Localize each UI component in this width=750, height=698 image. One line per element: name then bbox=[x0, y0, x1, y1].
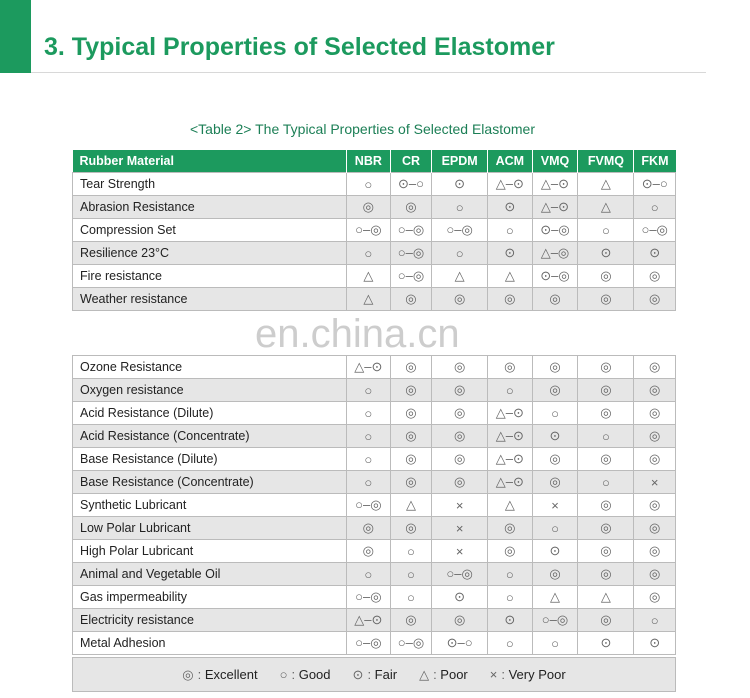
property-name: Compression Set bbox=[73, 219, 347, 242]
rating-cell: ◎ bbox=[432, 425, 488, 448]
table-row bbox=[73, 356, 676, 379]
table-row bbox=[73, 563, 676, 586]
section-accent-bar bbox=[0, 0, 31, 73]
rating-cell: ⊙ bbox=[432, 173, 488, 196]
legend-symbol: × bbox=[489, 667, 498, 682]
rating-cell: ○ bbox=[432, 196, 488, 219]
rating-cell: ○ bbox=[346, 379, 390, 402]
table-row bbox=[73, 219, 676, 242]
rating-cell: ◎ bbox=[532, 356, 578, 379]
legend-symbol: △ bbox=[419, 666, 430, 682]
property-name: Base Resistance (Concentrate) bbox=[73, 471, 347, 494]
rating-cell: ◎ bbox=[390, 196, 431, 219]
rating-cell: ⊙–◎ bbox=[532, 265, 578, 288]
rating-cell: ◎ bbox=[634, 563, 676, 586]
legend-item bbox=[280, 667, 331, 682]
table-caption: <Table 2> The Typical Properties of Selected Elastomer bbox=[189, 121, 535, 137]
rating-cell: ◎ bbox=[532, 379, 578, 402]
rating-cell: ◎ bbox=[390, 402, 431, 425]
rating-cell: ⊙ bbox=[578, 242, 634, 265]
rating-cell: ◎ bbox=[432, 288, 488, 311]
property-name: Tear Strength bbox=[73, 173, 347, 196]
rating-cell: △–⊙ bbox=[488, 425, 532, 448]
rating-cell: △ bbox=[578, 173, 634, 196]
rating-cell: ◎ bbox=[432, 609, 488, 632]
property-name: Acid Resistance (Dilute) bbox=[73, 402, 347, 425]
rating-cell: ○ bbox=[346, 242, 390, 265]
rating-cell: ○–◎ bbox=[390, 242, 431, 265]
rating-cell: ○ bbox=[578, 425, 634, 448]
rating-cell: ⊙ bbox=[532, 540, 578, 563]
rating-cell: ◎ bbox=[390, 517, 431, 540]
rating-cell: ◎ bbox=[634, 448, 676, 471]
legend-colon: : bbox=[367, 666, 375, 682]
rating-cell: ○ bbox=[346, 402, 390, 425]
property-name: Weather resistance bbox=[73, 288, 347, 311]
table-row bbox=[73, 402, 676, 425]
legend-symbol: ○ bbox=[279, 667, 288, 682]
rating-cell: △–⊙ bbox=[346, 609, 390, 632]
legend-label: Fair bbox=[374, 666, 398, 682]
rating-cell: ◎ bbox=[488, 356, 532, 379]
rating-cell: ○–◎ bbox=[346, 586, 390, 609]
rating-cell: ○ bbox=[346, 173, 390, 196]
rating-cell: ◎ bbox=[634, 265, 676, 288]
property-name: Base Resistance (Dilute) bbox=[73, 448, 347, 471]
rating-cell: ◎ bbox=[390, 448, 431, 471]
rating-cell: ⊙–○ bbox=[390, 173, 431, 196]
rating-cell: △–⊙ bbox=[488, 173, 532, 196]
rating-cell: △–⊙ bbox=[532, 173, 578, 196]
rating-cell: △ bbox=[532, 586, 578, 609]
rating-cell: ○ bbox=[346, 563, 390, 586]
legend-item bbox=[419, 667, 468, 683]
table-row bbox=[73, 379, 676, 402]
rating-cell: ◎ bbox=[432, 356, 488, 379]
rating-cell: ○ bbox=[578, 219, 634, 242]
rating-cell: ◎ bbox=[634, 425, 676, 448]
legend-colon: : bbox=[433, 666, 441, 682]
rating-cell: ◎ bbox=[578, 517, 634, 540]
legend-label: Poor bbox=[440, 666, 468, 682]
table-row bbox=[73, 471, 676, 494]
legend-colon: : bbox=[501, 667, 509, 682]
rating-cell: ◎ bbox=[432, 471, 488, 494]
legend-item bbox=[490, 667, 566, 682]
rating-cell: ⊙ bbox=[578, 632, 634, 655]
rating-cell: △ bbox=[432, 265, 488, 288]
page-title: 3. Typical Properties of Selected Elastomer bbox=[44, 33, 555, 61]
rating-cell: ○ bbox=[488, 219, 532, 242]
legend-label: Excellent bbox=[204, 666, 258, 682]
rating-cell: ◎ bbox=[634, 356, 676, 379]
rating-cell: ◎ bbox=[634, 402, 676, 425]
rating-cell: ○ bbox=[532, 402, 578, 425]
table-row bbox=[73, 288, 676, 311]
legend-item bbox=[353, 667, 398, 683]
rating-cell: ○ bbox=[634, 609, 676, 632]
rating-cell: ○ bbox=[346, 471, 390, 494]
column-header: FKM bbox=[634, 150, 676, 173]
column-header: CR bbox=[390, 150, 431, 173]
rating-cell: ◎ bbox=[488, 517, 532, 540]
rating-cell: △ bbox=[578, 586, 634, 609]
legend-symbol: ◎ bbox=[182, 666, 194, 682]
rating-cell: × bbox=[532, 494, 578, 517]
rating-cell: ◎ bbox=[634, 586, 676, 609]
rating-cell: ○ bbox=[432, 242, 488, 265]
rating-cell: ○–◎ bbox=[432, 219, 488, 242]
rating-cell: ○ bbox=[532, 632, 578, 655]
rating-cell: ◎ bbox=[578, 494, 634, 517]
rating-cell: ○–◎ bbox=[346, 494, 390, 517]
table-row bbox=[73, 632, 676, 655]
rating-cell: ⊙ bbox=[634, 632, 676, 655]
properties-table bbox=[72, 150, 676, 655]
rating-cell: × bbox=[432, 517, 488, 540]
rating-cell: × bbox=[432, 494, 488, 517]
table-row bbox=[73, 173, 676, 196]
legend-symbol: ⊙ bbox=[352, 666, 364, 682]
rating-cell: ○ bbox=[488, 379, 532, 402]
column-header: ACM bbox=[488, 150, 532, 173]
rating-cell: ○ bbox=[346, 448, 390, 471]
rating-cell: △–◎ bbox=[532, 242, 578, 265]
property-name: Metal Adhesion bbox=[73, 632, 347, 655]
rating-cell: ◎ bbox=[634, 517, 676, 540]
rating-cell: ⊙ bbox=[432, 586, 488, 609]
rating-cell: △–⊙ bbox=[346, 356, 390, 379]
property-name: Synthetic Lubricant bbox=[73, 494, 347, 517]
column-header: VMQ bbox=[532, 150, 578, 173]
rating-cell: ◎ bbox=[634, 494, 676, 517]
rating-cell: ◎ bbox=[432, 379, 488, 402]
rating-cell: ○ bbox=[488, 563, 532, 586]
rating-cell: △ bbox=[346, 288, 390, 311]
column-header: NBR bbox=[346, 150, 390, 173]
rating-cell: ○ bbox=[488, 586, 532, 609]
rating-cell: ◎ bbox=[532, 288, 578, 311]
rating-cell: ○–◎ bbox=[634, 219, 676, 242]
rating-cell: ◎ bbox=[346, 517, 390, 540]
rating-cell: ◎ bbox=[578, 379, 634, 402]
table-row bbox=[73, 196, 676, 219]
rating-cell: ◎ bbox=[390, 425, 431, 448]
column-header: Rubber Material bbox=[73, 150, 347, 173]
table-row bbox=[73, 448, 676, 471]
rating-cell: △–⊙ bbox=[532, 196, 578, 219]
rating-cell: ⊙ bbox=[532, 425, 578, 448]
rating-cell: ○ bbox=[488, 632, 532, 655]
column-header: EPDM bbox=[432, 150, 488, 173]
rating-cell: ◎ bbox=[390, 609, 431, 632]
rating-cell: ○–◎ bbox=[390, 265, 431, 288]
table-row bbox=[73, 265, 676, 288]
table-row bbox=[73, 425, 676, 448]
table-row bbox=[73, 494, 676, 517]
rating-cell: ◎ bbox=[532, 563, 578, 586]
rating-cell: ⊙ bbox=[634, 242, 676, 265]
property-name: Acid Resistance (Concentrate) bbox=[73, 425, 347, 448]
rating-cell: ◎ bbox=[578, 540, 634, 563]
rating-cell: ◎ bbox=[488, 540, 532, 563]
rating-cell: ○ bbox=[390, 540, 431, 563]
property-name: High Polar Lubricant bbox=[73, 540, 347, 563]
rating-cell: ◎ bbox=[578, 265, 634, 288]
rating-cell: △–⊙ bbox=[488, 471, 532, 494]
rating-cell: ◎ bbox=[634, 379, 676, 402]
rating-cell: ◎ bbox=[532, 448, 578, 471]
legend bbox=[72, 657, 676, 692]
rating-cell: ⊙ bbox=[488, 609, 532, 632]
rating-cell: ○–◎ bbox=[390, 632, 431, 655]
rating-cell: ◎ bbox=[432, 448, 488, 471]
rating-cell: △ bbox=[488, 494, 532, 517]
rating-cell: ○ bbox=[634, 196, 676, 219]
rating-cell: × bbox=[634, 471, 676, 494]
rating-cell: ○–◎ bbox=[390, 219, 431, 242]
rating-cell: ◎ bbox=[432, 402, 488, 425]
property-name: Fire resistance bbox=[73, 265, 347, 288]
rating-cell: ◎ bbox=[578, 288, 634, 311]
rating-cell: ◎ bbox=[390, 356, 431, 379]
rating-cell: ○ bbox=[390, 586, 431, 609]
property-name: Animal and Vegetable Oil bbox=[73, 563, 347, 586]
rating-cell: ○–◎ bbox=[346, 632, 390, 655]
title-divider bbox=[31, 72, 706, 73]
rating-cell: ○ bbox=[578, 471, 634, 494]
rating-cell: ⊙–◎ bbox=[532, 219, 578, 242]
table-row bbox=[73, 586, 676, 609]
rating-cell: ◎ bbox=[346, 196, 390, 219]
legend-colon: : bbox=[291, 667, 299, 682]
property-name: Abrasion Resistance bbox=[73, 196, 347, 219]
watermark: en.china.cn bbox=[255, 312, 460, 356]
rating-cell: △–⊙ bbox=[488, 448, 532, 471]
property-name: Low Polar Lubricant bbox=[73, 517, 347, 540]
rating-cell: × bbox=[432, 540, 488, 563]
table-row bbox=[73, 242, 676, 265]
rating-cell: ◎ bbox=[346, 540, 390, 563]
property-name: Ozone Resistance bbox=[73, 356, 347, 379]
column-header: FVMQ bbox=[578, 150, 634, 173]
legend-label: Good bbox=[298, 667, 331, 682]
rating-cell: ○ bbox=[532, 517, 578, 540]
rating-cell: ◎ bbox=[634, 540, 676, 563]
rating-cell: ◎ bbox=[578, 609, 634, 632]
rating-cell: ◎ bbox=[488, 288, 532, 311]
rating-cell: ⊙–○ bbox=[432, 632, 488, 655]
legend-colon: : bbox=[197, 666, 205, 682]
rating-cell: ◎ bbox=[578, 563, 634, 586]
rating-cell: ⊙ bbox=[488, 242, 532, 265]
rating-cell: ◎ bbox=[634, 288, 676, 311]
rating-cell: ○ bbox=[346, 425, 390, 448]
table-row bbox=[73, 609, 676, 632]
rating-cell: ◎ bbox=[578, 448, 634, 471]
table-row bbox=[73, 540, 676, 563]
rating-cell: ◎ bbox=[532, 471, 578, 494]
rating-cell: ◎ bbox=[390, 288, 431, 311]
table-row bbox=[73, 517, 676, 540]
rating-cell: △ bbox=[488, 265, 532, 288]
rating-cell: △ bbox=[390, 494, 431, 517]
rating-cell: ◎ bbox=[578, 356, 634, 379]
rating-cell: ⊙ bbox=[488, 196, 532, 219]
rating-cell: △ bbox=[578, 196, 634, 219]
rating-cell: △–⊙ bbox=[488, 402, 532, 425]
rating-cell: ○–◎ bbox=[346, 219, 390, 242]
rating-cell: △ bbox=[346, 265, 390, 288]
property-name: Electricity resistance bbox=[73, 609, 347, 632]
rating-cell: ⊙–○ bbox=[634, 173, 676, 196]
legend-item bbox=[182, 667, 257, 683]
rating-cell: ○–◎ bbox=[532, 609, 578, 632]
property-name: Resilience 23°C bbox=[73, 242, 347, 265]
rating-cell: ○–◎ bbox=[432, 563, 488, 586]
table-header-row bbox=[73, 150, 676, 173]
rating-cell: ◎ bbox=[390, 379, 431, 402]
property-name: Oxygen resistance bbox=[73, 379, 347, 402]
rating-cell: ◎ bbox=[390, 471, 431, 494]
rating-cell: ○ bbox=[390, 563, 431, 586]
rating-cell: ◎ bbox=[578, 402, 634, 425]
property-name: Gas impermeability bbox=[73, 586, 347, 609]
legend-label: Very Poor bbox=[508, 667, 566, 682]
